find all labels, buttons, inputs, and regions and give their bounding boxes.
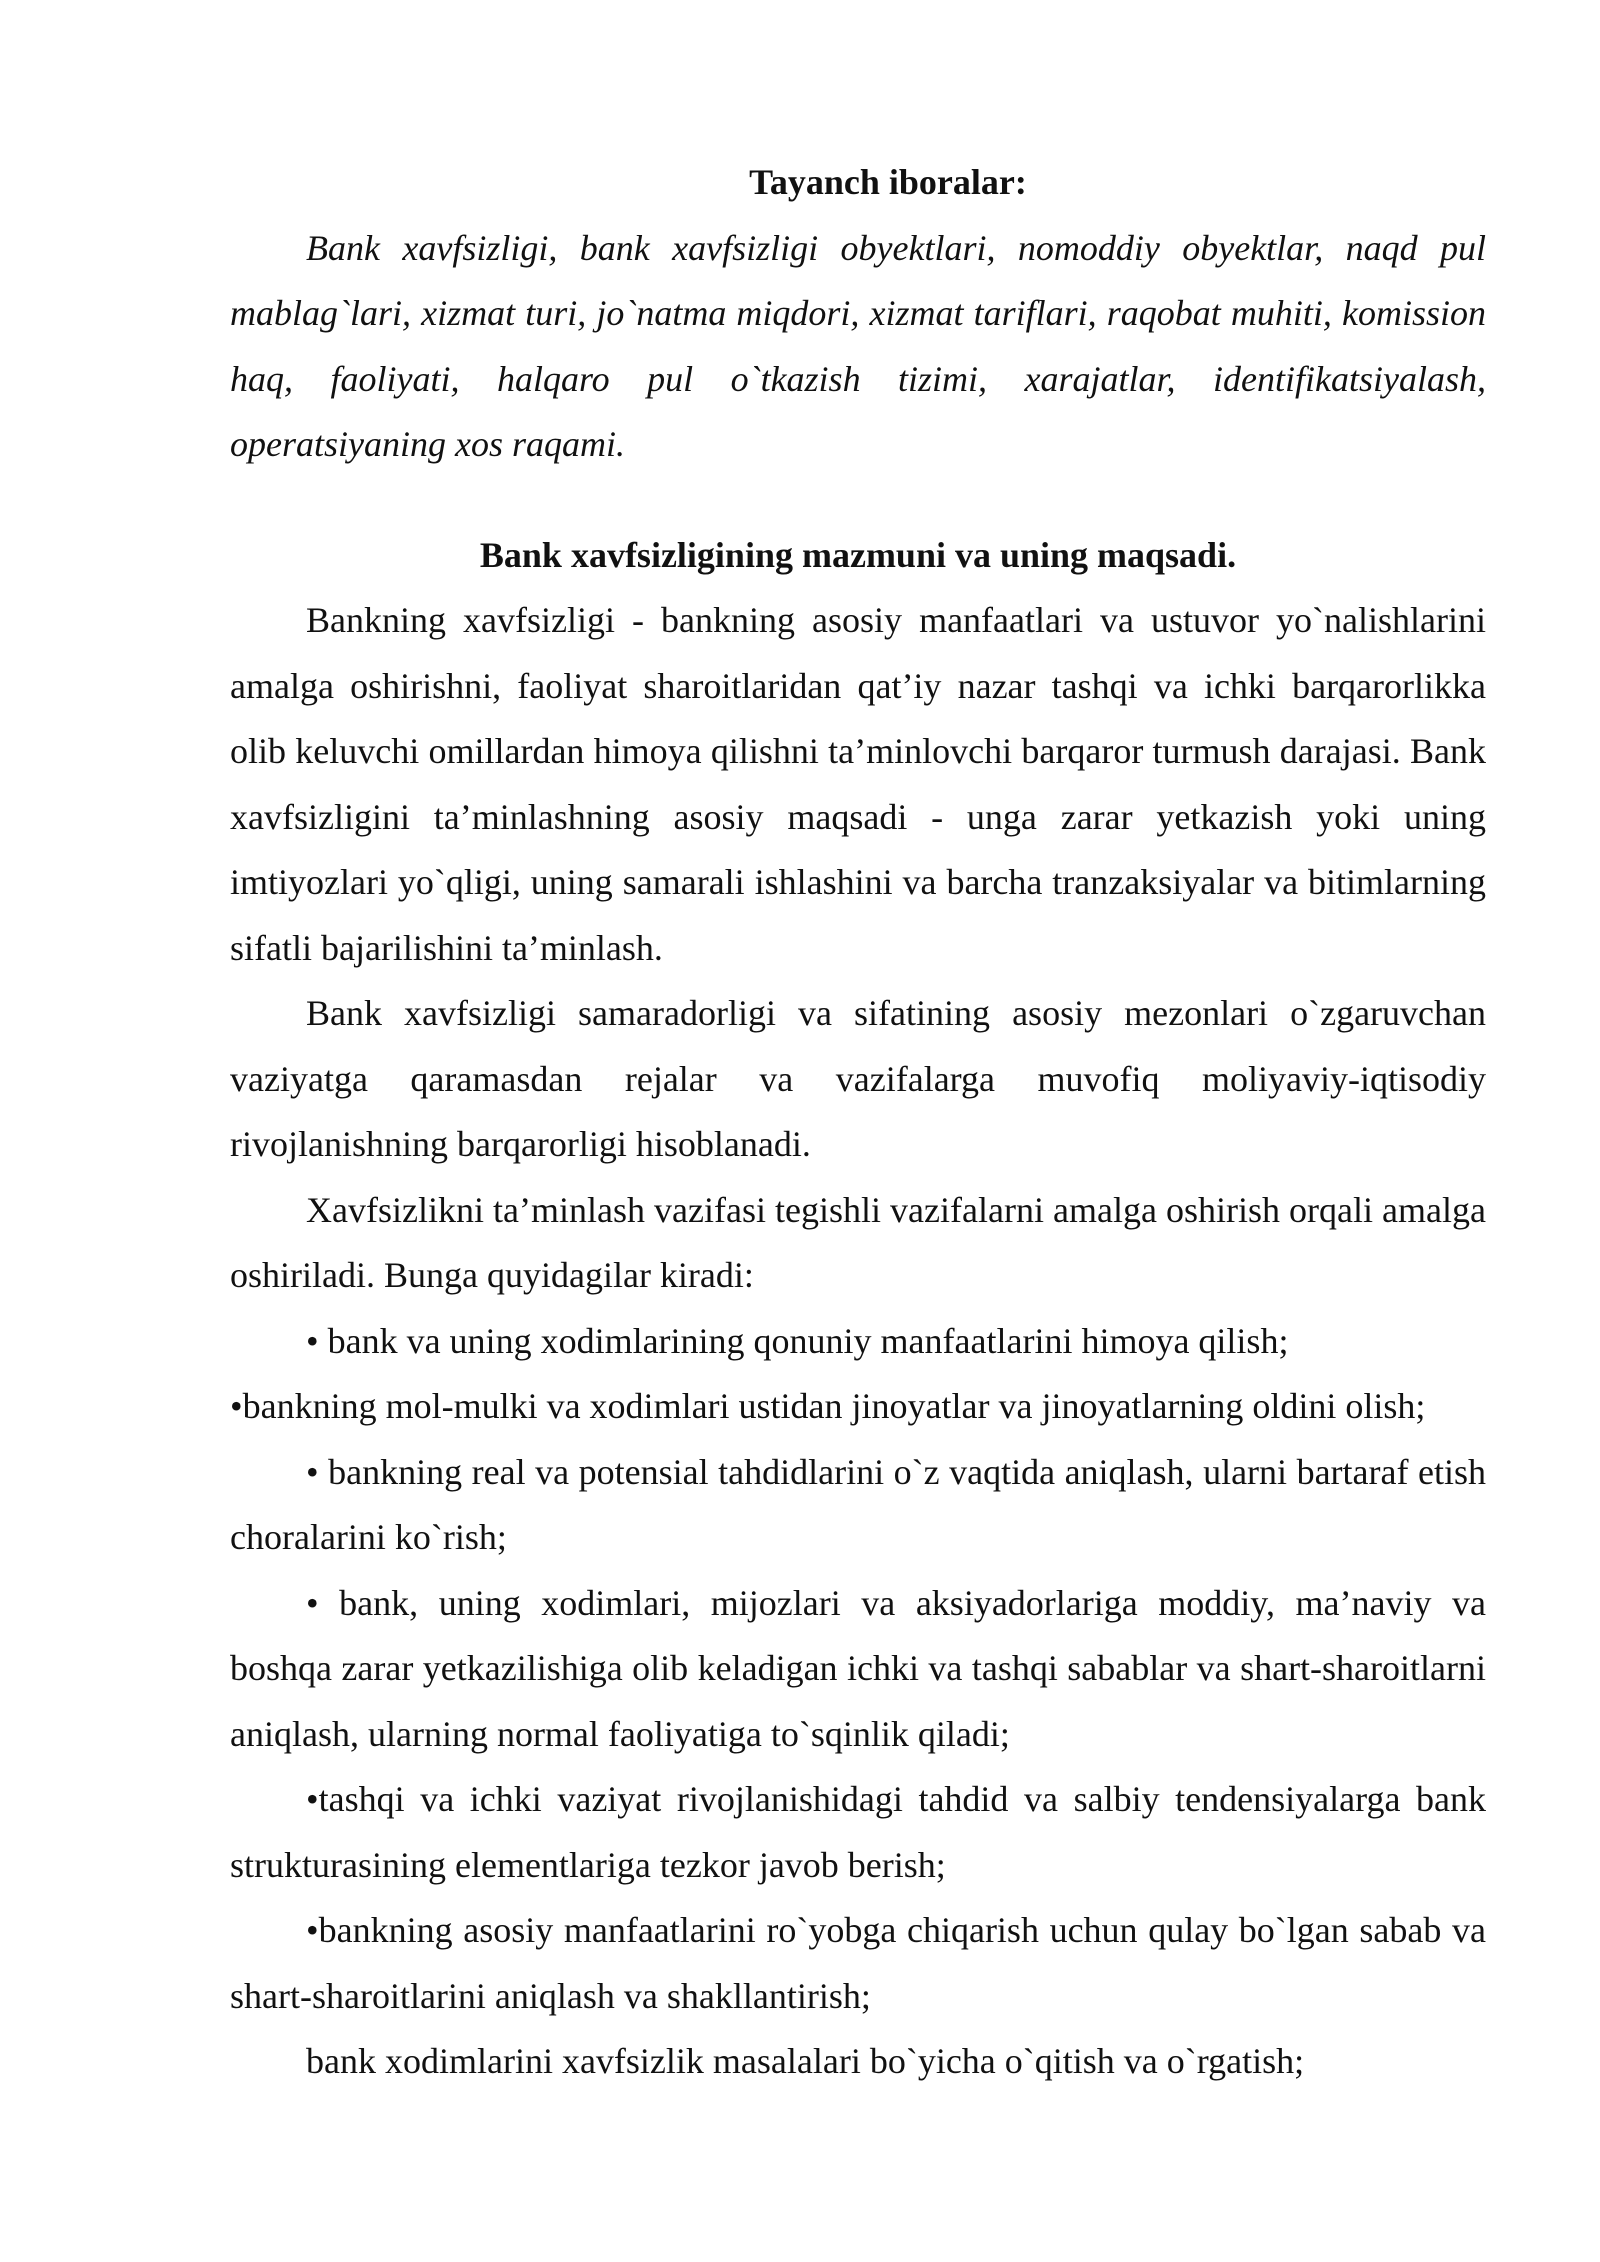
keywords-text: Bank xavfsizligi, bank xavfsizligi obyektlari, nomoddiy obyektlar, naqd pul mablag`lari, xizmat turi, jo`natma miqdori, xizmat tariflari, raqobat muhiti, komission haq, faoliyati, halqaro pul o`tkazish tizimi, xarajatlar, identifikatsiyalash, operatsiyaning xos raqami. bbox=[230, 227, 1486, 464]
bullet-item: •tashqi va ichki vaziyat rivojlanishidagi tahdid va salbiy tendensiyalarga bank strukturasining elementlariga tezkor javob berish; bbox=[230, 1779, 1486, 1885]
bullet-item: • bank, uning xodimlari, mijozlari va aksiyadorlariga moddiy, ma’naviy va boshqa zarar yetkazilishiga olib keladigan ichki va tashqi sabablar va shart-sharoitlarni aniqlash, ularning normal faoliyatiga to`sqinlik qiladi; bbox=[230, 1582, 1486, 1754]
paragraph-tasks-intro: Xavfsizlikni ta’minlash vazifasi tegishli vazifalarni amalga oshirish orqali amalga oshiriladi. Bunga quyidagilar kiradi: bbox=[230, 1189, 1486, 1295]
paragraph-criteria: Bank xavfsizligi samaradorligi va sifatining asosiy mezonlari o`zgaruvchan vaziyatga qaramasdan rejalar va vazifalarga muvofiq moliyaviy-iqtisodiy rivojlanishning barqarorligi hisoblanadi. bbox=[230, 993, 1486, 1164]
bullet-item: •bankning mol-mulki va xodimlari ustidan jinoyatlar va jinoyatlarning oldini olish; bbox=[230, 1386, 1426, 1426]
list-item: bank xodimlarini xavfsizlik masalalari bo`yicha o`qitish va o`rgatish; bbox=[306, 2041, 1305, 2081]
document-page bbox=[230, 150, 1486, 2095]
bullet-item: •bankning asosiy manfaatlarini ro`yobga chiqarish uchun qulay bo`lgan sabab va shart-sharoitlarini aniqlash va shakllantirish; bbox=[230, 1910, 1486, 2016]
paragraph-definition: Bankning xavfsizligi - bankning asosiy manfaatlari va ustuvor yo`nalishlarini amalga oshirishni, faoliyat sharoitlaridan qat’iy nazar tashqi va ichki barqarorlikka olib keluvchi omillardan himoya qilishni ta’minlovchi barqaror turmush darajasi. Bank xavfsizligini ta’minlashning asosiy maqsadi - unga zarar yetkazish yoki uning imtiyozlari yo`qligi, uning samarali ishlashini va barcha tranzaksiyalar va bitimlarning sifatli bajarilishini ta’minlash. bbox=[230, 600, 1486, 968]
keywords-title: Tayanch iboralar: bbox=[749, 162, 1027, 202]
bullet-item: • bankning real va potensial tahdidlarini o`z vaqtida aniqlash, ularni bartaraf etish choralarini ko`rish; bbox=[230, 1451, 1486, 1557]
bullet-item: • bank va uning xodimlarining qonuniy manfaatlarini himoya qilish; bbox=[306, 1320, 1289, 1361]
section-title: Bank xavfsizligining mazmuni va uning maqsadi. bbox=[479, 534, 1237, 575]
